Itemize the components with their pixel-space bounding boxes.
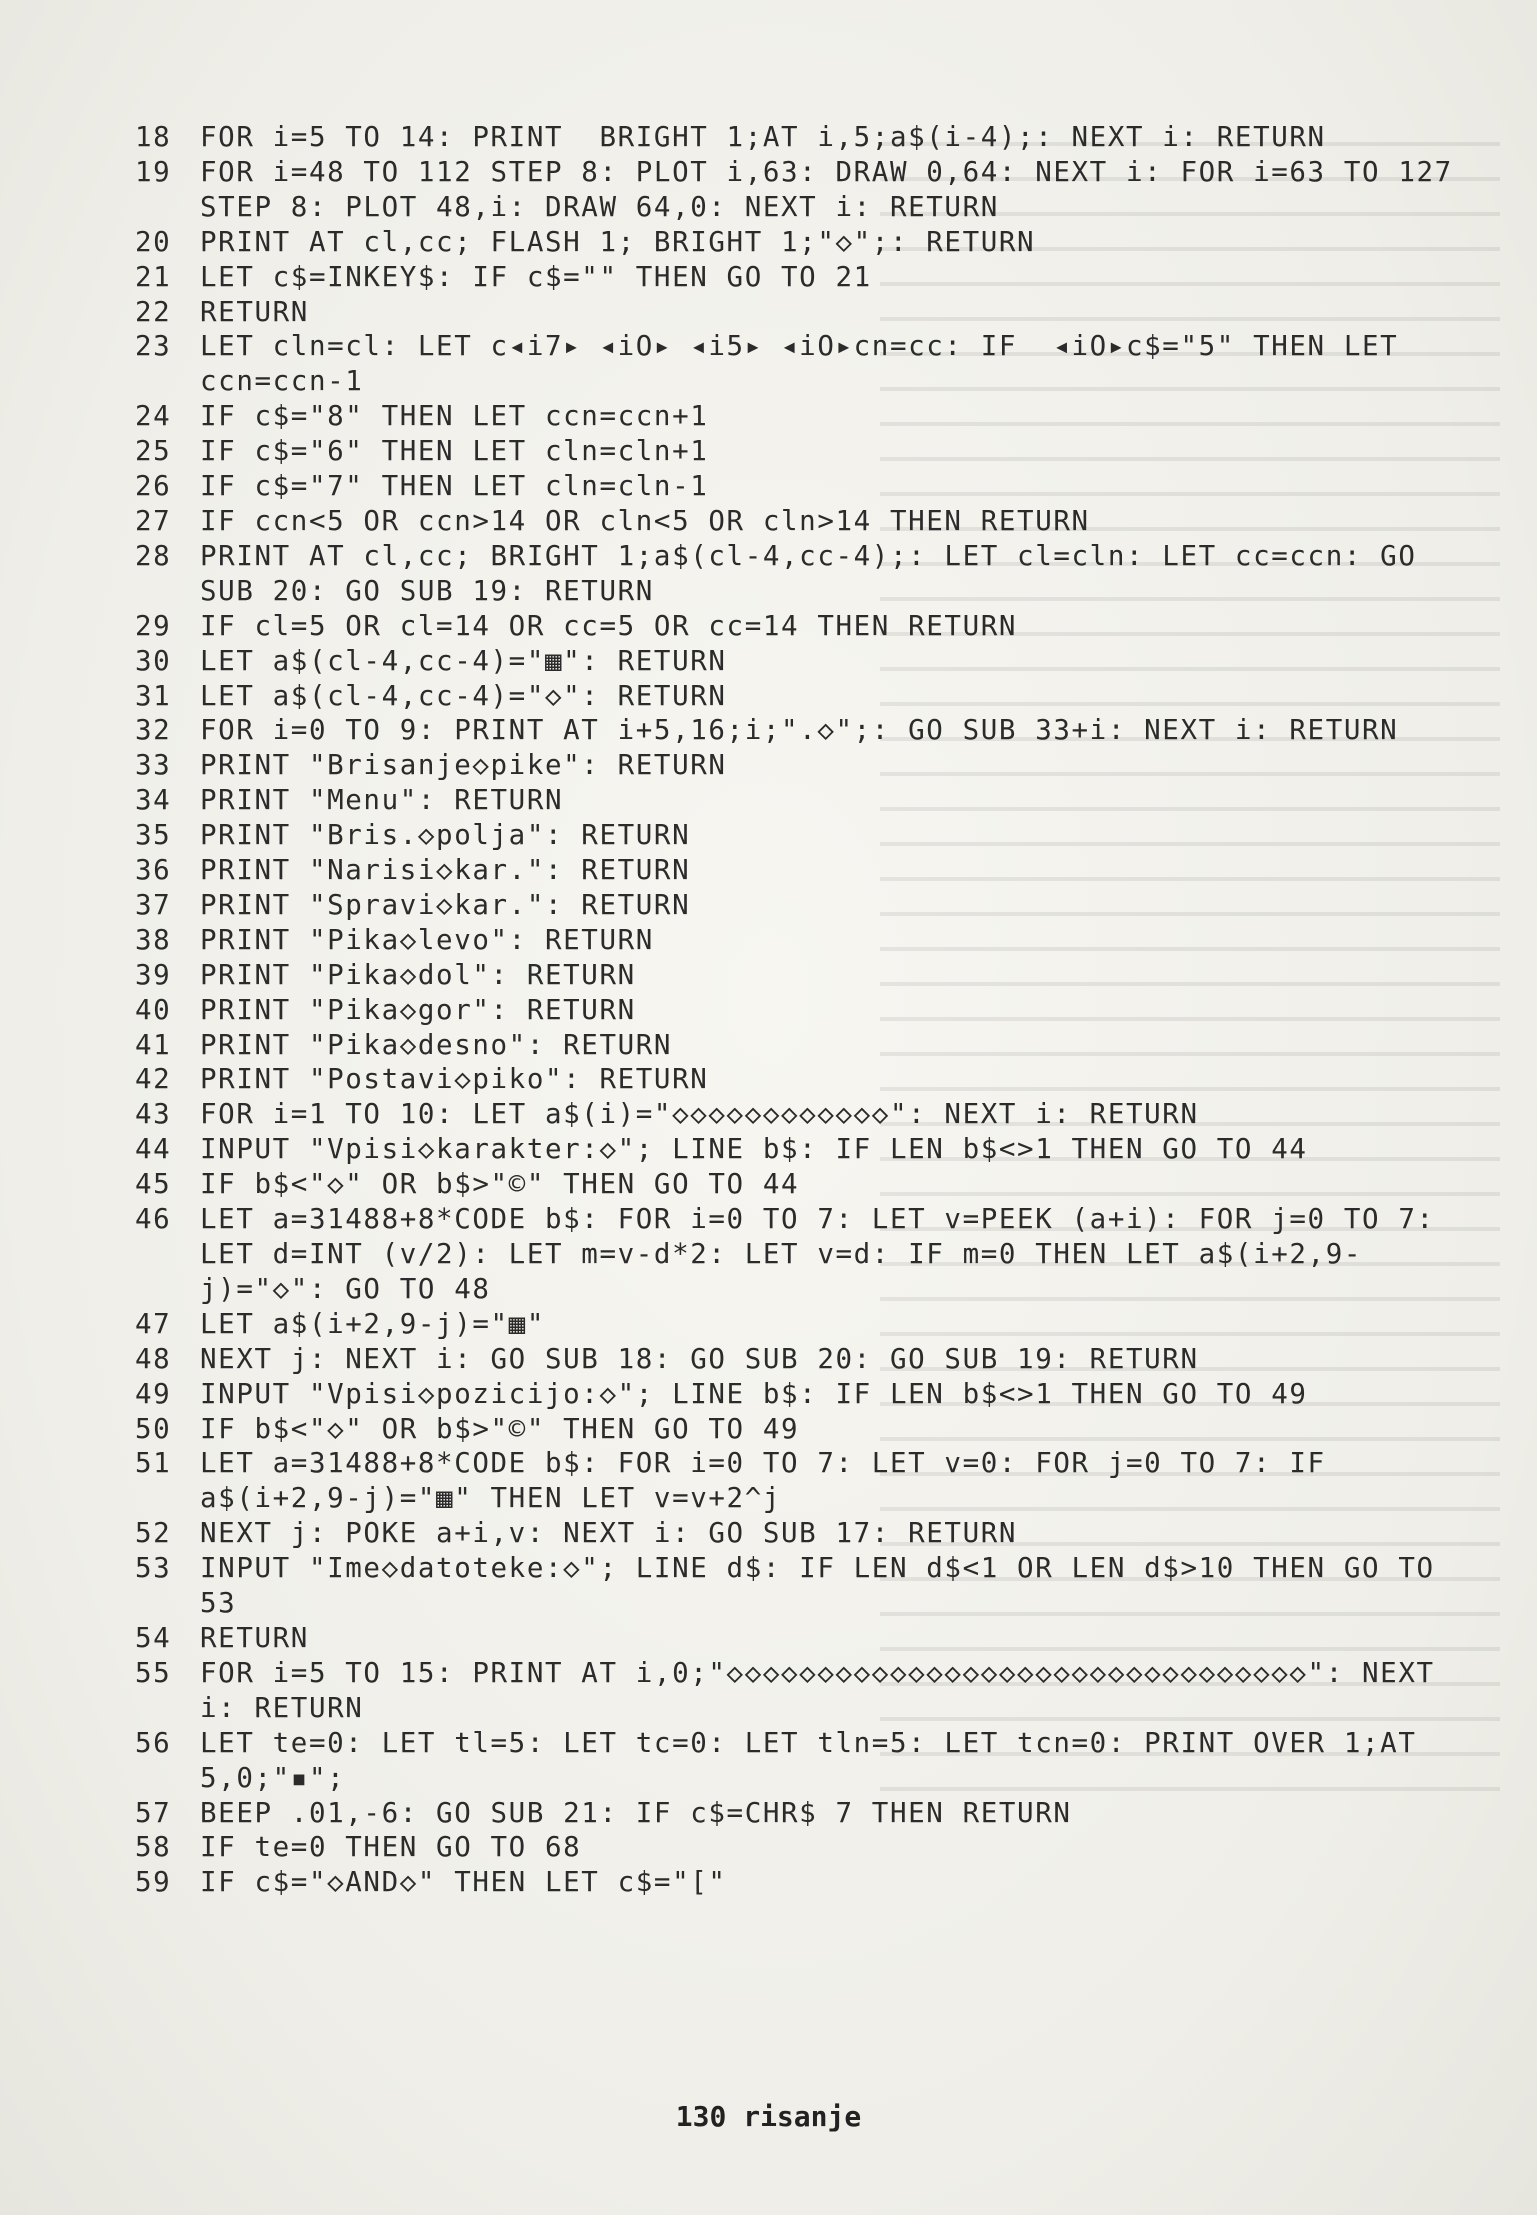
code-line	[135, 1202, 1455, 1307]
line-number: 36	[135, 854, 172, 887]
line-code: PRINT "Spravi◇kar.": RETURN	[200, 888, 691, 921]
line-number: 58	[135, 1831, 172, 1864]
line-code: LET c$=INKEY$: IF c$="" THEN GO TO 21	[200, 260, 872, 293]
line-code: PRINT AT cl,cc; FLASH 1; BRIGHT 1;"◇";: RETURN	[200, 225, 1036, 258]
code-line	[135, 748, 1455, 783]
line-code: PRINT "Postavi◇piko": RETURN	[200, 1063, 709, 1096]
line-number: 38	[135, 923, 172, 956]
line-number: 20	[135, 225, 172, 258]
code-line	[135, 1516, 1455, 1551]
code-line	[135, 260, 1455, 295]
code-line	[135, 713, 1455, 748]
line-code: PRINT "Narisi◇kar.": RETURN	[200, 854, 691, 887]
line-number: 54	[135, 1621, 172, 1654]
code-line	[135, 1551, 1455, 1621]
line-number: 25	[135, 435, 172, 468]
line-number: 48	[135, 1342, 172, 1375]
line-number: 31	[135, 679, 172, 712]
code-line	[135, 923, 1455, 958]
code-line	[135, 225, 1455, 260]
code-line	[135, 1062, 1455, 1097]
line-number: 52	[135, 1517, 172, 1550]
code-line	[135, 993, 1455, 1028]
line-code: IF b$<"◇" OR b$>"©" THEN GO TO 49	[200, 1412, 800, 1445]
line-number: 35	[135, 819, 172, 852]
line-code: PRINT "Pika◇levo": RETURN	[200, 923, 654, 956]
line-number: 19	[135, 155, 172, 188]
line-number: 53	[135, 1552, 172, 1585]
line-code: NEXT j: NEXT i: GO SUB 18: GO SUB 20: GO SUB 19: RETURN	[200, 1342, 1199, 1375]
line-number: 34	[135, 784, 172, 817]
line-code: PRINT AT cl,cc; BRIGHT 1;a$(cl-4,cc-4);: LET cl=cln: LET cc=ccn: GO SUB 20: GO SUB 19: RETURN	[200, 539, 1435, 607]
line-code: LET a=31488+8*CODE b$: FOR i=0 TO 7: LET v=PEEK (a+i): FOR j=0 TO 7: LET d=INT (v/2): LET m=v-d*2: LET v=d: IF m=0 THEN LET a$(i+2,9-j)="◇": GO TO 48	[200, 1203, 1453, 1305]
line-number: 28	[135, 539, 172, 572]
line-code: IF c$="7" THEN LET cln=cln-1	[200, 470, 709, 503]
line-code: LET a$(cl-4,cc-4)="▦": RETURN	[200, 644, 727, 677]
line-code: INPUT "Ime◇datoteke:◇"; LINE d$: IF LEN d$<1 OR LEN d$>10 THEN GO TO 53	[200, 1552, 1453, 1620]
code-line	[135, 120, 1455, 155]
line-number: 50	[135, 1412, 172, 1445]
line-number: 49	[135, 1377, 172, 1410]
line-code: LET a=31488+8*CODE b$: FOR i=0 TO 7: LET v=0: FOR j=0 TO 7: IF a$(i+2,9-j)="▦" THEN LET v=v+2^j	[200, 1447, 1344, 1515]
code-line	[135, 504, 1455, 539]
code-line	[135, 1167, 1455, 1202]
line-code: FOR i=0 TO 9: PRINT AT i+5,16;i;".◇";: GO SUB 33+i: NEXT i: RETURN	[200, 714, 1399, 747]
code-line	[135, 295, 1455, 330]
line-code: LET cln=cl: LET c◂i7▸ ◂iO▸ ◂i5▸ ◂iO▸cn=cc: IF ◂iO▸c$="5" THEN LET ccn=ccn-1	[200, 330, 1417, 398]
line-code: IF c$="◇AND◇" THEN LET c$="["	[200, 1866, 727, 1899]
code-line	[135, 1307, 1455, 1342]
line-code: IF te=0 THEN GO TO 68	[200, 1831, 582, 1864]
line-number: 23	[135, 330, 172, 363]
line-code: IF c$="8" THEN LET ccn=ccn+1	[200, 400, 709, 433]
line-number: 27	[135, 504, 172, 537]
line-number: 21	[135, 260, 172, 293]
line-number: 47	[135, 1307, 172, 1340]
line-code: IF cl=5 OR cl=14 OR cc=5 OR cc=14 THEN RETURN	[200, 609, 1018, 642]
line-number: 40	[135, 993, 172, 1026]
code-line	[135, 1412, 1455, 1447]
line-number: 33	[135, 749, 172, 782]
line-code: PRINT "Menu": RETURN	[200, 784, 564, 817]
line-code: FOR i=5 TO 15: PRINT AT i,0;"◇◇◇◇◇◇◇◇◇◇◇◇◇◇◇◇◇◇◇◇◇◇◇◇◇◇◇◇◇◇◇◇": NEXT i: RETURN	[200, 1656, 1453, 1724]
line-code: IF b$<"◇" OR b$>"©" THEN GO TO 44	[200, 1168, 800, 1201]
line-number: 26	[135, 470, 172, 503]
line-code: BEEP .01,-6: GO SUB 21: IF c$=CHR$ 7 THEN RETURN	[200, 1796, 1072, 1829]
code-line	[135, 155, 1471, 225]
line-number: 29	[135, 609, 172, 642]
code-line	[135, 1656, 1455, 1726]
code-line	[135, 1342, 1455, 1377]
code-line	[135, 1621, 1455, 1656]
line-code: NEXT j: POKE a+i,v: NEXT i: GO SUB 17: RETURN	[200, 1517, 1018, 1550]
line-number: 30	[135, 644, 172, 677]
line-code: LET a$(i+2,9-j)="▦"	[200, 1307, 545, 1340]
code-line	[135, 1132, 1455, 1167]
code-line	[135, 609, 1455, 644]
code-line	[135, 1830, 1455, 1865]
code-line	[135, 1097, 1455, 1132]
line-number: 59	[135, 1866, 172, 1899]
line-code: INPUT "Vpisi◇karakter:◇"; LINE b$: IF LEN b$<>1 THEN GO TO 44	[200, 1133, 1308, 1166]
line-code: PRINT "Pika◇gor": RETURN	[200, 993, 636, 1026]
line-number: 57	[135, 1796, 172, 1829]
line-number: 24	[135, 400, 172, 433]
code-line	[135, 679, 1455, 714]
line-code: PRINT "Brisanje◇pike": RETURN	[200, 749, 727, 782]
code-line	[135, 853, 1455, 888]
line-code: RETURN	[200, 295, 309, 328]
line-number: 18	[135, 121, 172, 153]
code-line	[135, 329, 1455, 399]
line-number: 46	[135, 1203, 172, 1236]
page-footer: 130 risanje	[675, 2100, 862, 2133]
code-line	[135, 539, 1455, 609]
line-number: 39	[135, 958, 172, 991]
line-code: PRINT "Bris.◇polja": RETURN	[200, 819, 691, 852]
line-number: 45	[135, 1168, 172, 1201]
line-code: LET te=0: LET tl=5: LET tc=0: LET tln=5: LET tcn=0: PRINT OVER 1;AT 5,0;"▪";	[200, 1726, 1435, 1794]
line-number: 43	[135, 1098, 172, 1131]
code-line	[135, 434, 1455, 469]
line-number: 55	[135, 1656, 172, 1689]
line-code: IF c$="6" THEN LET cln=cln+1	[200, 435, 709, 468]
code-line	[135, 1726, 1455, 1796]
line-number: 32	[135, 714, 172, 747]
line-code: INPUT "Vpisi◇pozicijo:◇"; LINE b$: IF LEN b$<>1 THEN GO TO 49	[200, 1377, 1308, 1410]
code-line	[135, 1865, 1455, 1900]
code-line	[135, 1028, 1455, 1063]
basic-listing	[135, 120, 1471, 1900]
line-code: PRINT "Pika◇dol": RETURN	[200, 958, 636, 991]
code-line	[135, 888, 1455, 923]
code-line	[135, 783, 1455, 818]
line-number: 56	[135, 1726, 172, 1759]
code-line	[135, 818, 1455, 853]
line-code: PRINT "Pika◇desno": RETURN	[200, 1028, 673, 1061]
code-line	[135, 644, 1455, 679]
code-line	[135, 1377, 1455, 1412]
line-number: 51	[135, 1447, 172, 1480]
line-code: FOR i=1 TO 10: LET a$(i)="◇◇◇◇◇◇◇◇◇◇◇◇": NEXT i: RETURN	[200, 1098, 1199, 1131]
line-code: FOR i=5 TO 14: PRINT BRIGHT 1;AT i,5;a$(i-4);: NEXT i: RETURN	[200, 121, 1326, 153]
line-code: LET a$(cl-4,cc-4)="◇": RETURN	[200, 679, 727, 712]
line-number: 42	[135, 1063, 172, 1096]
code-line	[135, 469, 1455, 504]
line-number: 44	[135, 1133, 172, 1166]
line-number: 22	[135, 295, 172, 328]
line-code: RETURN	[200, 1621, 309, 1654]
code-line	[135, 958, 1455, 993]
line-number: 41	[135, 1028, 172, 1061]
code-line	[135, 1446, 1455, 1516]
code-line	[135, 1796, 1455, 1831]
line-code: IF ccn<5 OR ccn>14 OR cln<5 OR cln>14 THEN RETURN	[200, 504, 1090, 537]
code-line	[135, 399, 1455, 434]
line-number: 37	[135, 888, 172, 921]
line-code: FOR i=48 TO 112 STEP 8: PLOT i,63: DRAW 0,64: NEXT i: FOR i=63 TO 127 STEP 8: PLOT 48,i: DRAW 64,0: NEXT i: RETURN	[200, 155, 1471, 223]
